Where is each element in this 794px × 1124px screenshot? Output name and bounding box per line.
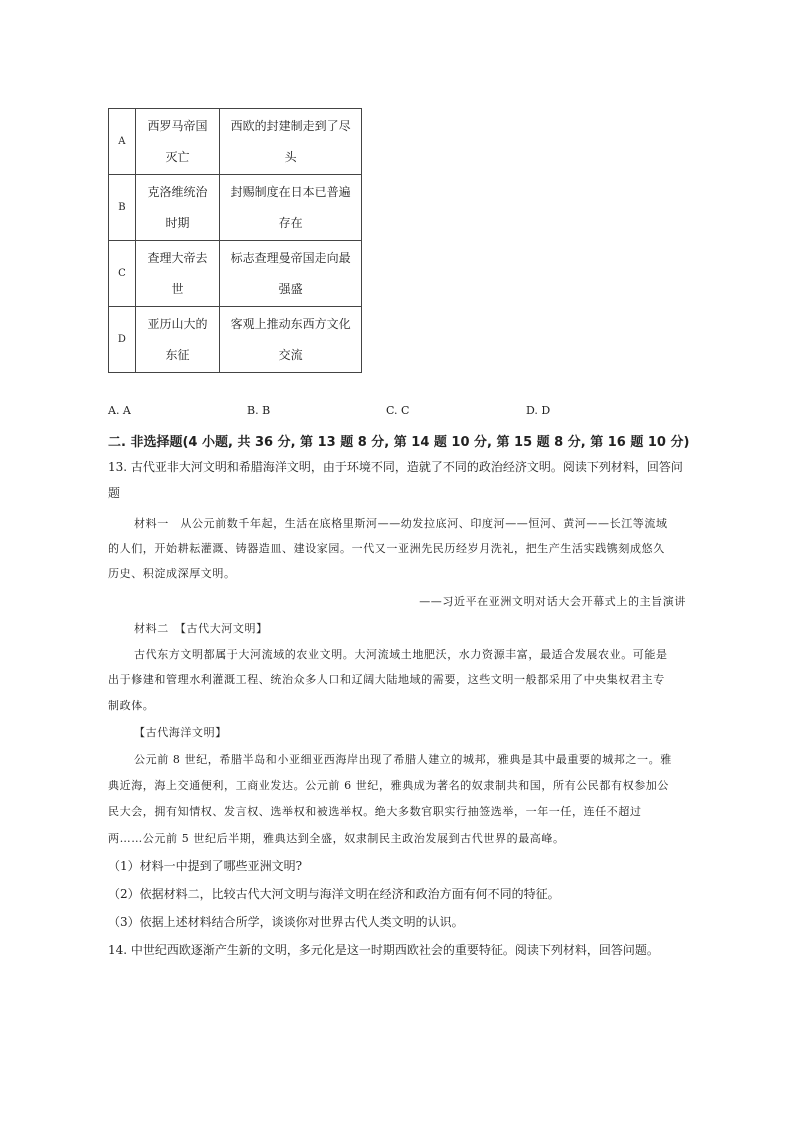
option-desc: 西欧的封建制走到了尽 头 xyxy=(220,109,362,175)
option-letter: B xyxy=(109,175,136,241)
options-table xyxy=(108,108,362,373)
ocean-line: 民大会，拥有知情权、发言权、选举权和被选举权。绝大多数官职实行抽签选举，一年一任，连任不超过 xyxy=(108,805,642,818)
material2-label: 材料二 【古代大河文明】 xyxy=(134,622,268,635)
material2-line: 制政体。 xyxy=(108,699,155,712)
table-row xyxy=(109,175,362,241)
q13-question-3: （3）依据上述材料结合所学，谈谈你对世界古代人类文明的认识。 xyxy=(108,915,464,929)
option-event: 西罗马帝国 灭亡 xyxy=(135,109,219,175)
ocean-line: 两……公元前 5 世纪后半期，雅典达到全盛，奴隶制民主政治发展到古代世界的最高峰。 xyxy=(108,832,565,845)
table-row xyxy=(109,241,362,307)
table-row xyxy=(109,109,362,175)
material1-source: ——习近平在亚洲文明对话大会开幕式上的主旨演讲 xyxy=(419,595,686,608)
choice-d[interactable]: D. D xyxy=(526,404,551,417)
option-desc: 标志查理曼帝国走向最 强盛 xyxy=(220,241,362,307)
option-event: 查理大帝去 世 xyxy=(135,241,219,307)
option-letter: C xyxy=(109,241,136,307)
option-event: 克洛维统治 时期 xyxy=(135,175,219,241)
choice-a[interactable]: A. A xyxy=(108,404,131,417)
option-letter: D xyxy=(109,307,136,373)
q14-stem: 14. 中世纪西欧逐渐产生新的文明，多元化是这一时期西欧社会的重要特征。阅读下列材料，回答问题。 xyxy=(108,943,659,957)
material2-line: 古代东方文明都属于大河流域的农业文明。大河流域土地肥沃，水力资源丰富，最适合发展农业。可能是 xyxy=(134,648,668,661)
option-desc: 封赐制度在日本已普遍 存在 xyxy=(220,175,362,241)
ocean-label: 【古代海洋文明】 xyxy=(134,726,227,739)
ocean-line: 典近海，海上交通便利，工商业发达。公元前 6 世纪，雅典成为著名的奴隶制共和国，所有公民都有权参加公 xyxy=(108,779,669,792)
q13-question-1: （1）材料一中提到了哪些亚洲文明? xyxy=(108,859,303,873)
material1-line: 历史、积淀成深厚文明。 xyxy=(108,567,236,580)
choice-b[interactable]: B. B xyxy=(247,404,271,417)
option-desc: 客观上推动东西方文化 交流 xyxy=(220,307,362,373)
option-letter: A xyxy=(109,109,136,175)
material2-line: 出于修建和管理水利灌溉工程、统治众多人口和辽阔大陆地域的需要，这些文明一般都采用了中央集权君主专 xyxy=(108,673,665,686)
option-event: 亚历山大的 东征 xyxy=(135,307,219,373)
table-row xyxy=(109,307,362,373)
ocean-line: 公元前 8 世纪，希腊半岛和小亚细亚西海岸出现了希腊人建立的城邦，雅典是其中最重要的城邦之一。雅 xyxy=(134,753,672,766)
choice-c[interactable]: C. C xyxy=(386,404,410,417)
material1-line: 材料一 从公元前数千年起，生活在底格里斯河——幼发拉底河、印度河——恒河、黄河——长江等流域 xyxy=(134,517,668,530)
q13-stem-cont: 题 xyxy=(108,486,121,500)
q13-question-2: （2）依据材料二，比较古代大河文明与海洋文明在经济和政治方面有何不同的特征。 xyxy=(108,887,560,901)
q13-stem: 13. 古代亚非大河文明和希腊海洋文明，由于环境不同，造就了不同的政治经济文明。阅读下列材料，回答问 xyxy=(108,460,683,474)
section-title: 二. 非选择题(4 小题, 共 36 分, 第 13 题 8 分, 第 14 题 10 分, 第 15 题 8 分, 第 16 题 10 分) xyxy=(108,435,690,450)
material1-line: 的人们，开始耕耘灌溉、铸器造皿、建设家园。一代又一亚洲先民历经岁月洗礼，把生产生活实践镌刻成悠久 xyxy=(108,542,665,555)
